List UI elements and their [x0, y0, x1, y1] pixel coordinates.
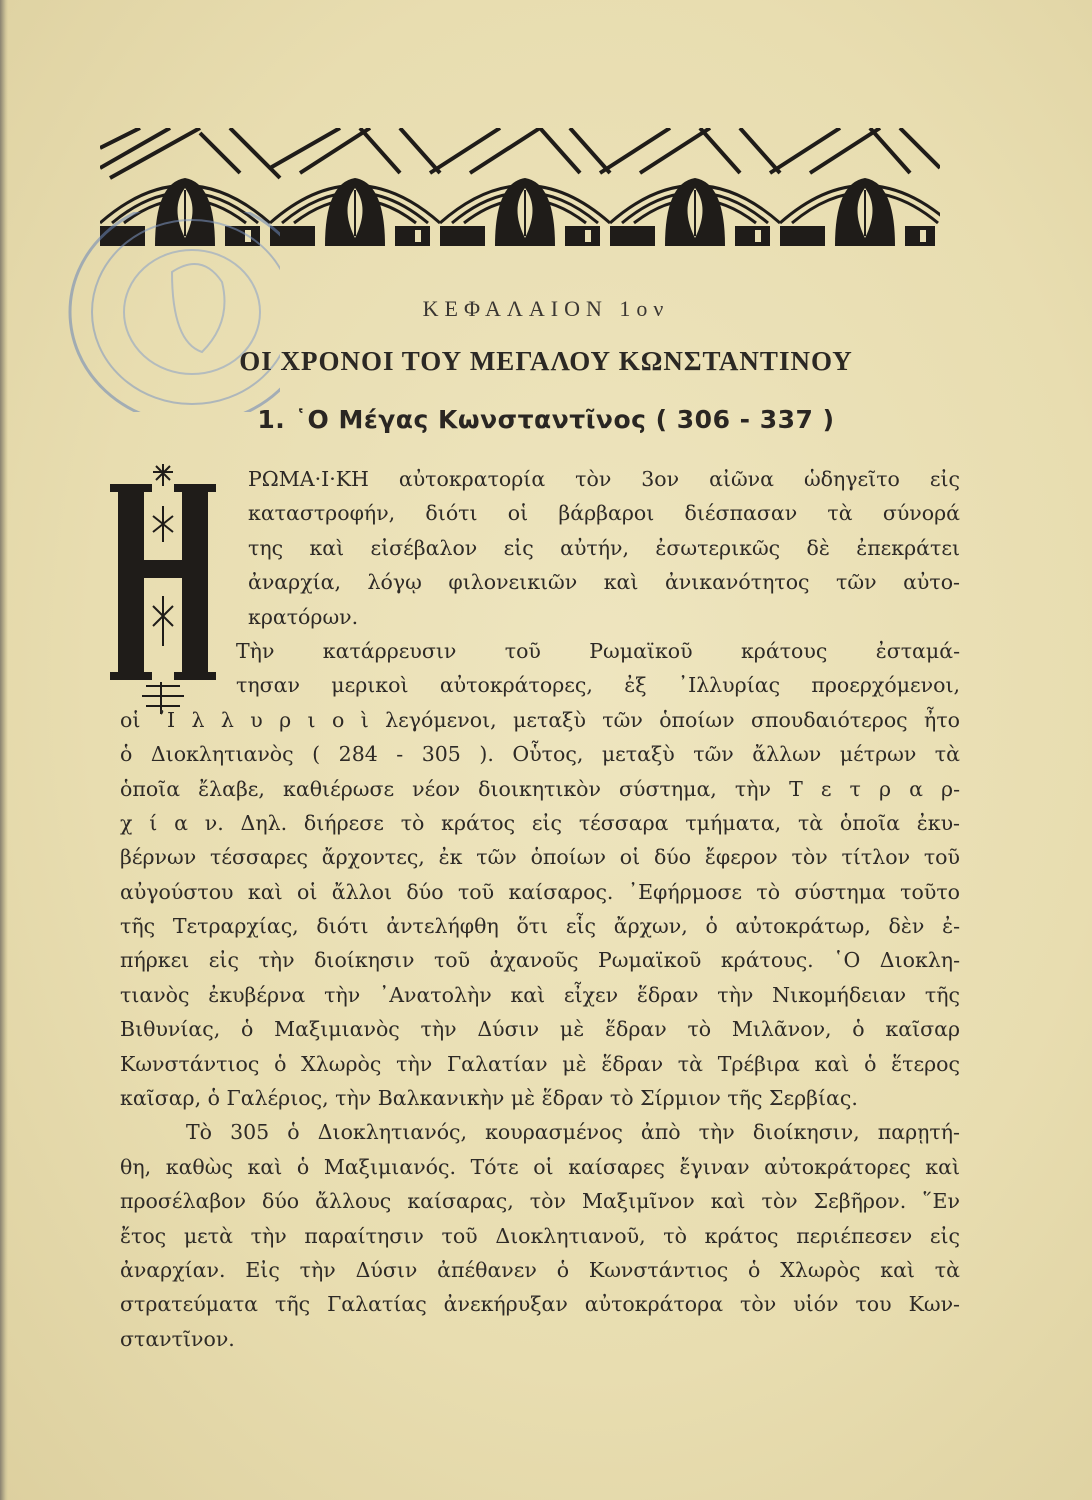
text-line: Κωνστάντιος ὁ Χλωρὸς τὴν Γαλατίαν μὲ ἕδραν τὰ Τρέβιρα καὶ ὁ ἕτερος [120, 1051, 960, 1076]
chapter-label: ΚΕΦΑΛΑΙΟΝ 1ον [422, 296, 670, 321]
text-line: προσέλαβον δύο ἄλλους καίσαρας, τὸν Μαξιμῖνον καὶ τὸν Σεβῆρον. ῞Εν [120, 1189, 960, 1214]
text-line: Βιθυνίας, ὁ Μαξιμιανὸς τὴν Δύσιν μὲ ἕδραν τὸ Μιλᾶνον, ὁ καῖσαρ [120, 1017, 960, 1042]
page-edge-shadow [0, 0, 8, 1500]
text-line: σταντῖνον. [120, 1326, 235, 1351]
text-line: ἀναρχία, λόγῳ φιλονεικιῶν καὶ ἀνικανότητος τῶν αὐτο- [248, 570, 960, 595]
text-line: χ ί α ν. Δηλ. διήρεσε τὸ κράτος εἰς τέσσαρα τμήματα, τὰ ὁποῖα ἐκυ- [120, 810, 960, 835]
page-title: ΟΙ ΧΡΟΝΟΙ ΤΟΥ ΜΕΓΑΛΟΥ ΚΩΝΣΤΑΝΤΙΝΟΥ [239, 346, 853, 376]
text-line: θη, καθὼς καὶ ὁ Μαξιμιανός. Τότε οἱ καίσαρες ἔγιναν αὐτοκράτορες καὶ [120, 1154, 960, 1179]
text-line: αὐγούστου καὶ οἱ ἄλλοι δύο τοῦ καίσαρος. ᾿Εφήρμοσε τὸ σύστημα τοῦτο [120, 879, 960, 904]
text-line: ὁ Διοκλητιανὸς ( 284 - 305 ). Οὗτος, μεταξὺ τῶν ἄλλων μέτρων τὰ [120, 742, 960, 767]
text-line: βέρνων τέσσαρες ἄρχοντες, ἐκ τῶν ὁποίων οἱ δύο ἔφερον τὸν τίτλον τοῦ [120, 845, 960, 870]
text-line: ΡΩΜΑ·Ι·ΚΗ αὐτοκρατορία τὸν 3ον αἰῶνα ὡδηγεῖτο εἰς [248, 467, 960, 491]
text-line: τῆς Τετραρχίας, διότι ἀντελήφθη ὅτι εἷς ἄρχων, ὁ αὐτοκράτωρ, δὲν ἐ- [120, 914, 960, 939]
text-line: καῖσαρ, ὁ Γαλέριος, τὴν Βαλκανικὴν μὲ ἕδραν τὸ Σίρμιον τῆς Σερβίας. [120, 1086, 858, 1111]
text-line: κρατόρων. [248, 604, 359, 629]
body-text [120, 462, 960, 1356]
text-line: καταστροφήν, διότι οἱ βάρβαροι διέσπασαν τὰ σύνορά [248, 501, 960, 526]
text-line: τησαν μερικοὶ αὐτοκράτορες, ἐξ ᾿Ιλλυρίας προερχόμενοι, [236, 673, 960, 698]
text-line: στρατεύματα τῆς Γαλατίας ἀνεκήρυξαν αὐτοκράτορα τὸν υἱόν του Κων- [120, 1292, 960, 1317]
text-line: ἔτος μετὰ τὴν παραίτησιν τοῦ Διοκλητιανοῦ, τὸ κράτος περιέπεσεν εἰς [120, 1223, 960, 1248]
text-line: πήρκει εἰς τὴν διοίκησιν τοῦ ἀχανοῦς Ρωμαϊκοῦ κράτους. ῾Ο Διοκλη- [120, 948, 960, 973]
text-line: Τὴν κατάρρευσιν τοῦ Ρωμαϊκοῦ κράτους ἐσταμά- [236, 638, 960, 663]
section-heading: 1. ῾Ο Μέγας Κωνσταντῖνος ( 306 - 337 ) [257, 405, 835, 434]
text-line: τιανὸς ἐκυβέρνα τὴν ᾿Ανατολὴν καὶ εἶχεν ἕδραν τὴν Νικομήδειαν τῆς [120, 982, 960, 1007]
text-line: της καὶ εἰσέβαλον εἰς αὐτήν, ἐσωτερικῶς δὲ ἐπεκράτει [248, 535, 960, 560]
text-line: ἀναρχίαν. Εἰς τὴν Δύσιν ἀπέθανεν ὁ Κωνστάντιος ὁ Χλωρὸς καὶ τὰ [120, 1257, 960, 1282]
text-line: οἱ ᾿Ι λ λ υ ρ ι ο ὶ λεγόμενοι, μεταξὺ τῶν ὁποίων σπουδαιότερος ἦτο [120, 707, 960, 732]
text-line: Τὸ 305 ὁ Διοκλητιανός, κουρασμένος ἀπὸ τὴν διοίκησιν, παρῃτή- [186, 1120, 960, 1145]
text-line: ὁποῖα ἔλαβε, καθιέρωσε νέον διοικητικὸν σύστημα, τὴν Τ ε τ ρ α ρ- [120, 776, 960, 801]
